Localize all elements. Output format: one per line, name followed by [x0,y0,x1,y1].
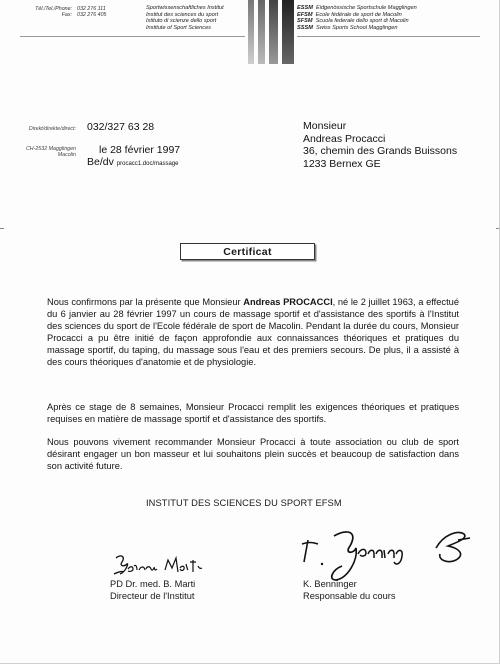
reference [87,156,178,171]
ref-file: procacc1.doc/massage [116,161,179,167]
benninger-signature-image [298,520,478,582]
fold-mark [496,228,500,229]
p1-rest: , né le 2 juillet 1963, a effectué du 6 janvier au 28 février 1997 un cours de massage sportif et d'assistance des sportifs à l'Institut des sciences du sport de l'Ecole fédérale de sport de Macolin. Pendant la durée du cours, Monsieur Procacci a pu être initié de façon approfondie aux connaissances théoriques et pratiques du massage sportif, du taping, du massage sous l'eau et des premiers secours. De plus, il a assisté à des cours théoriques d'anatomie et de physiologie. [47,297,459,367]
header-rule-right [297,36,480,37]
institute-name-fr: Institut des sciences du sport [146,11,219,18]
p1-start: Nous confirmons par la présente que Monsieur [47,297,244,307]
phone-label: Tél./Tel./Phone: [35,6,72,12]
marti-signature-image [110,552,220,580]
certificate-title: Certificat [223,245,272,258]
school-name: Ecole fédérale de sport de Macolin [315,11,402,18]
location-line-1: CH-2532 Magglingen [25,146,76,152]
school-name: Scuola federale dello sport di Macolin [315,18,409,25]
date-text: le 28 février 1997 [99,144,181,156]
marti-signature-text: Bernard Marti [112,572,119,573]
header-rule-left [20,36,245,37]
signatory-role: Directeur de l'Institut [110,591,195,601]
paragraph-2: Après ce stage de 8 semaines, Monsieur Procacci remplit les exigences théoriques et pratiques requises en matière de massage sportif et d'assistance des sportifs. [47,402,459,424]
contact-labels [20,6,72,19]
location-label [10,146,76,159]
p1-name: Andreas PROCACCI [243,297,333,307]
recipient-line: Andreas Procacci [303,132,386,145]
school-abbr: EFSM [297,11,313,18]
direct-phone: 032/327 63 28 [87,121,155,133]
signatory-benninger [303,578,396,602]
signatory-marti [110,578,195,602]
signatory-name: K. Benninger [303,579,357,589]
fold-mark [0,228,4,229]
benninger-signature-text: K. Benninger [298,580,304,581]
school-name-row [297,25,417,32]
signatory-role: Responsable du cours [303,591,396,601]
recipient-line: 36, chemin des Grands Buissons [303,145,458,158]
school-name-block [297,5,417,31]
institution-signature-line: INSTITUT DES SCIENCES DU SPORT EFSM [146,498,342,508]
school-name-row [297,5,417,12]
signatory-name: PD Dr. med. B. Marti [110,579,196,589]
school-abbr: SFSM [297,18,313,25]
ref-initials: Be/dv [87,156,114,168]
direct-label: Direkt/direkte/direct: [28,126,76,132]
school-abbr: SSSM [297,24,313,31]
school-abbr: ESSM [297,5,313,11]
institute-name-de: Sportwissenschaftliches Institut [146,5,224,11]
school-name: Swiss Sports School Magglingen [315,24,398,31]
school-name-row [297,12,417,19]
contact-values [77,6,106,19]
school-name: Eidgenössische Sportschule Magglingen [315,5,417,11]
institute-name-it: Istituto di scienze dello sport [146,18,217,25]
recipient-line: 1233 Bernex GE [303,157,381,170]
recipient-line: Monsieur [303,120,347,132]
fax-label: Fax: [61,12,72,19]
fax-value: 032 276 405 [77,12,107,19]
phone-value: 032 276 111 [77,6,106,12]
paragraph-1 [47,296,459,368]
institute-name-en: Institute of Sport Sciences [146,24,211,31]
institute-name-block [146,5,224,31]
certificate-title-box [180,243,315,260]
recipient-address [303,120,457,170]
location-line-2: Macolin [57,152,76,159]
paragraph-3: Nous pouvons vivement recommander Monsieur Procacci à toute association ou club de sport désirant engager un bon masseur et lui souhaitons plein succès et beaucoup de satisfaction dans son activité future. [47,437,459,471]
school-logo-stripes [248,0,294,64]
school-name-row [297,18,417,25]
